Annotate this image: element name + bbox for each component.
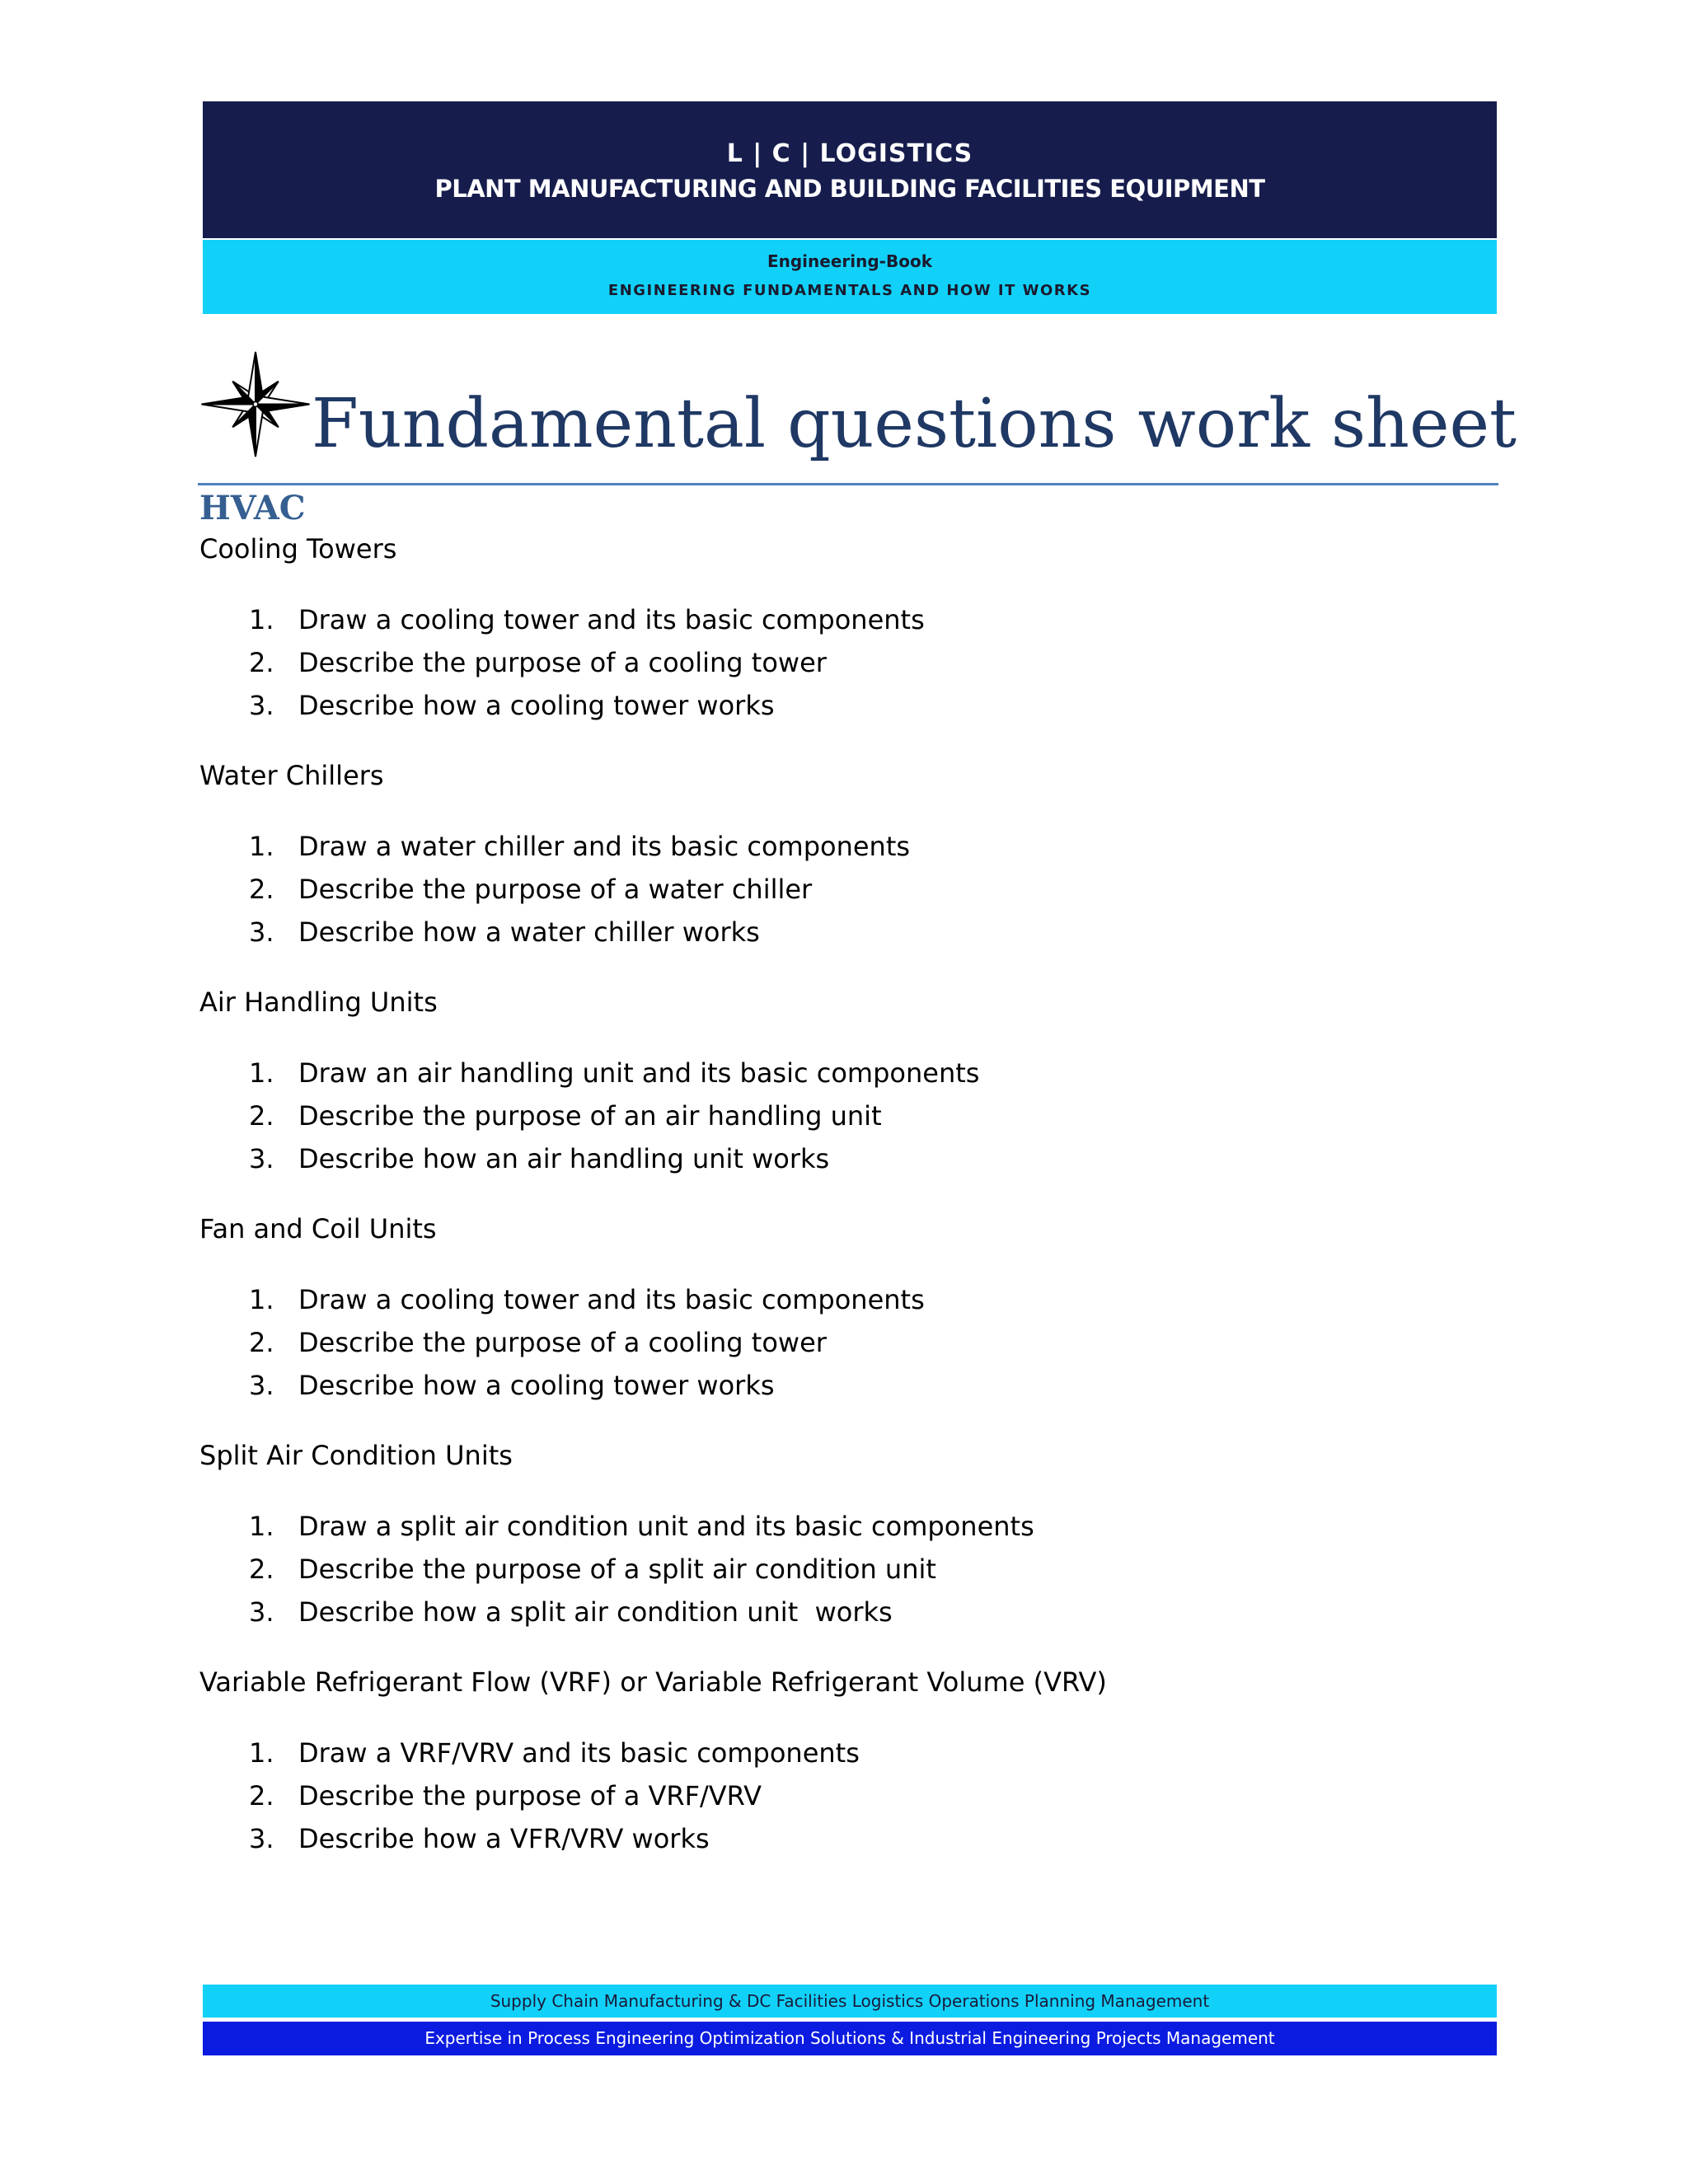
item-text: Describe how an air handling unit works [298, 1143, 830, 1174]
item-number: 2. [249, 647, 274, 678]
list-item [199, 1548, 1485, 1591]
item-number: 3. [249, 1143, 274, 1174]
list-item [199, 1817, 1485, 1860]
question-group [199, 1661, 1485, 1860]
item-number: 2. [249, 1327, 274, 1358]
item-text: Describe the purpose of an air handling unit [298, 1100, 882, 1132]
item-number: 1. [249, 1511, 274, 1542]
question-group [199, 1434, 1485, 1633]
book-label: Engineering-Book [767, 251, 933, 271]
item-text: Draw a VRF/VRV and its basic components [298, 1737, 860, 1769]
header-subbanner [203, 240, 1497, 314]
item-text: Describe the purpose of a cooling tower [298, 647, 827, 678]
item-number: 3. [249, 690, 274, 721]
item-text: Describe how a split air condition unit works [298, 1596, 893, 1628]
question-items [199, 1704, 1485, 1860]
question-group [199, 527, 1485, 727]
item-text: Describe how a water chiller works [298, 916, 760, 948]
question-group [199, 981, 1485, 1180]
item-number: 1. [249, 1057, 274, 1089]
item-text: Draw a cooling tower and its basic components [298, 1284, 925, 1315]
title-underline [198, 483, 1498, 485]
list-item [199, 1094, 1485, 1137]
header-banner [203, 101, 1497, 238]
item-number: 3. [249, 916, 274, 948]
footer-subbanner: Expertise in Process Engineering Optimization Solutions & Industrial Engineering Projects Management [203, 2022, 1497, 2055]
item-number: 2. [249, 1100, 274, 1132]
item-number: 3. [249, 1596, 274, 1628]
item-text: Describe how a VFR/VRV works [298, 1823, 710, 1854]
item-number: 3. [249, 1370, 274, 1401]
question-list [199, 527, 1485, 1860]
item-number: 2. [249, 874, 274, 905]
item-number: 3. [249, 1823, 274, 1854]
question-items [199, 797, 1485, 954]
item-number: 1. [249, 1737, 274, 1769]
list-item [199, 1278, 1485, 1321]
item-text: Describe the purpose of a split air condition unit [298, 1554, 936, 1585]
item-text: Describe the purpose of a VRF/VRV [298, 1780, 762, 1811]
group-title: Split Air Condition Units [199, 1440, 513, 1471]
list-item [199, 1774, 1485, 1817]
list-item [199, 868, 1485, 911]
list-item [199, 825, 1485, 868]
list-item [199, 1505, 1485, 1548]
group-title: Variable Refrigerant Flow (VRF) or Variable Refrigerant Volume (VRV) [199, 1666, 1107, 1698]
book-subtitle: ENGINEERING FUNDAMENTALS AND HOW IT WORKS [607, 282, 1092, 299]
item-text: Describe how a cooling tower works [298, 690, 775, 721]
item-text: Describe how a cooling tower works [298, 1370, 775, 1401]
list-item [199, 1732, 1485, 1774]
page-title: Fundamental questions work sheet [312, 385, 1517, 463]
group-title: Air Handling Units [199, 987, 438, 1018]
item-number: 2. [249, 1780, 274, 1811]
item-number: 2. [249, 1554, 274, 1585]
item-text: Describe the purpose of a cooling tower [298, 1327, 827, 1358]
section-heading: HVAC [199, 489, 306, 527]
item-text: Draw an air handling unit and its basic components [298, 1057, 980, 1089]
group-title: Cooling Towers [199, 533, 397, 565]
question-items [199, 570, 1485, 727]
brand-tagline: PLANT MANUFACTURING AND BUILDING FACILITIES EQUIPMENT [434, 175, 1265, 203]
list-item [199, 911, 1485, 954]
question-items [199, 1250, 1485, 1407]
group-title: Water Chillers [199, 760, 384, 791]
group-title: Fan and Coil Units [199, 1213, 437, 1244]
list-item [199, 684, 1485, 727]
list-item [199, 1591, 1485, 1633]
list-item [199, 1364, 1485, 1407]
item-number: 1. [249, 1284, 274, 1315]
list-item [199, 1321, 1485, 1364]
item-text: Describe the purpose of a water chiller [298, 874, 813, 905]
list-item [199, 1137, 1485, 1180]
list-item [199, 598, 1485, 641]
list-item [199, 1052, 1485, 1094]
item-text: Draw a split air condition unit and its basic components [298, 1511, 1034, 1542]
question-items [199, 1024, 1485, 1180]
item-number: 1. [249, 831, 274, 862]
item-text: Draw a cooling tower and its basic components [298, 604, 925, 635]
question-group [199, 754, 1485, 954]
item-text: Draw a water chiller and its basic components [298, 831, 911, 862]
question-group [199, 1207, 1485, 1407]
compass-rose-icon [198, 349, 313, 460]
question-items [199, 1477, 1485, 1633]
list-item [199, 641, 1485, 684]
footer-banner: Supply Chain Manufacturing & DC Facilities Logistics Operations Planning Management [203, 1985, 1497, 2018]
item-number: 1. [249, 604, 274, 635]
brand-name: L | C | LOGISTICS [726, 139, 973, 168]
